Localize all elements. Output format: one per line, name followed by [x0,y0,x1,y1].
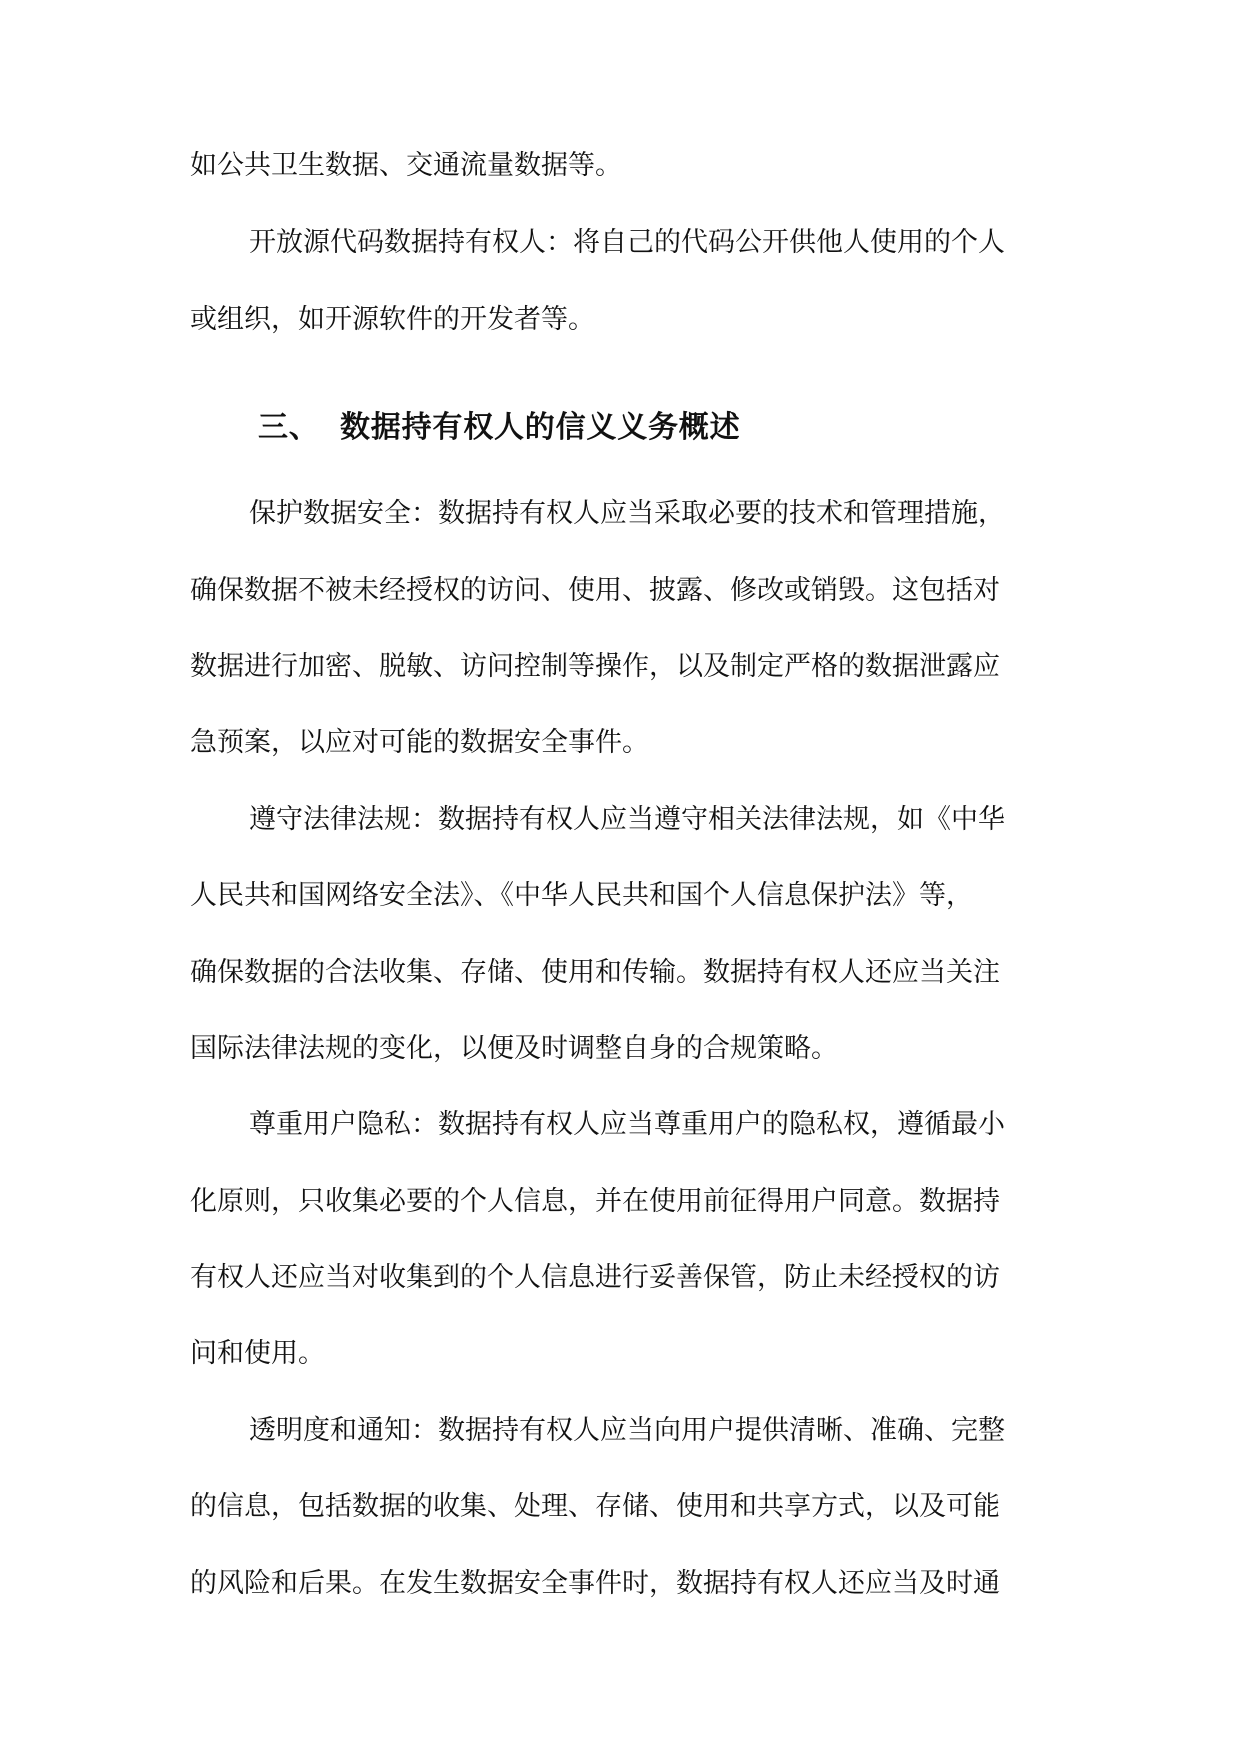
section-heading [258,408,740,448]
paragraph-line: 透明度和通知：数据持有权人应当向用户提供清晰、准确、完整 [249,1415,1005,1446]
paragraph-line: 的信息，包括数据的收集、处理、存储、使用和共享方式，以及可能 [190,1491,1000,1522]
paragraph-line: 急预案，以应对可能的数据安全事件。 [190,727,649,758]
paragraph-line: 遵守法律法规：数据持有权人应当遵守相关法律法规，如《中华 [249,804,1005,835]
paragraph-line: 如公共卫生数据、交通流量数据等。 [190,150,622,181]
paragraph-line: 国际法律法规的变化，以便及时调整自身的合规策略。 [190,1033,838,1064]
paragraph-line: 数据进行加密、脱敏、访问控制等操作，以及制定严格的数据泄露应 [190,651,1000,682]
paragraph-line: 确保数据不被未经授权的访问、使用、披露、修改或销毁。这包括对 [190,575,1000,606]
paragraph-line: 尊重用户隐私：数据持有权人应当尊重用户的隐私权，遵循最小 [249,1109,1005,1140]
section-title: 数据持有权人的信义义务概述 [340,410,741,445]
paragraph-line: 的风险和后果。在发生数据安全事件时，数据持有权人还应当及时通 [190,1568,1000,1599]
paragraph-line: 问和使用。 [190,1338,325,1369]
paragraph-line: 有权人还应当对收集到的个人信息进行妥善保管，防止未经授权的访 [190,1262,1000,1293]
paragraph-line: 化原则，只收集必要的个人信息，并在使用前征得用户同意。数据持 [190,1186,1000,1217]
section-number: 三、 [258,410,320,445]
paragraph-line: 人民共和国网络安全法》、《中华人民共和国个人信息保护法》等， [190,880,973,911]
paragraph-line: 或组织，如开源软件的开发者等。 [190,304,595,335]
paragraph-line: 保护数据安全：数据持有权人应当采取必要的技术和管理措施， [249,498,1005,529]
paragraph-line: 确保数据的合法收集、存储、使用和传输。数据持有权人还应当关注 [190,957,1000,988]
paragraph-line: 开放源代码数据持有权人：将自己的代码公开供他人使用的个人 [249,227,1005,258]
